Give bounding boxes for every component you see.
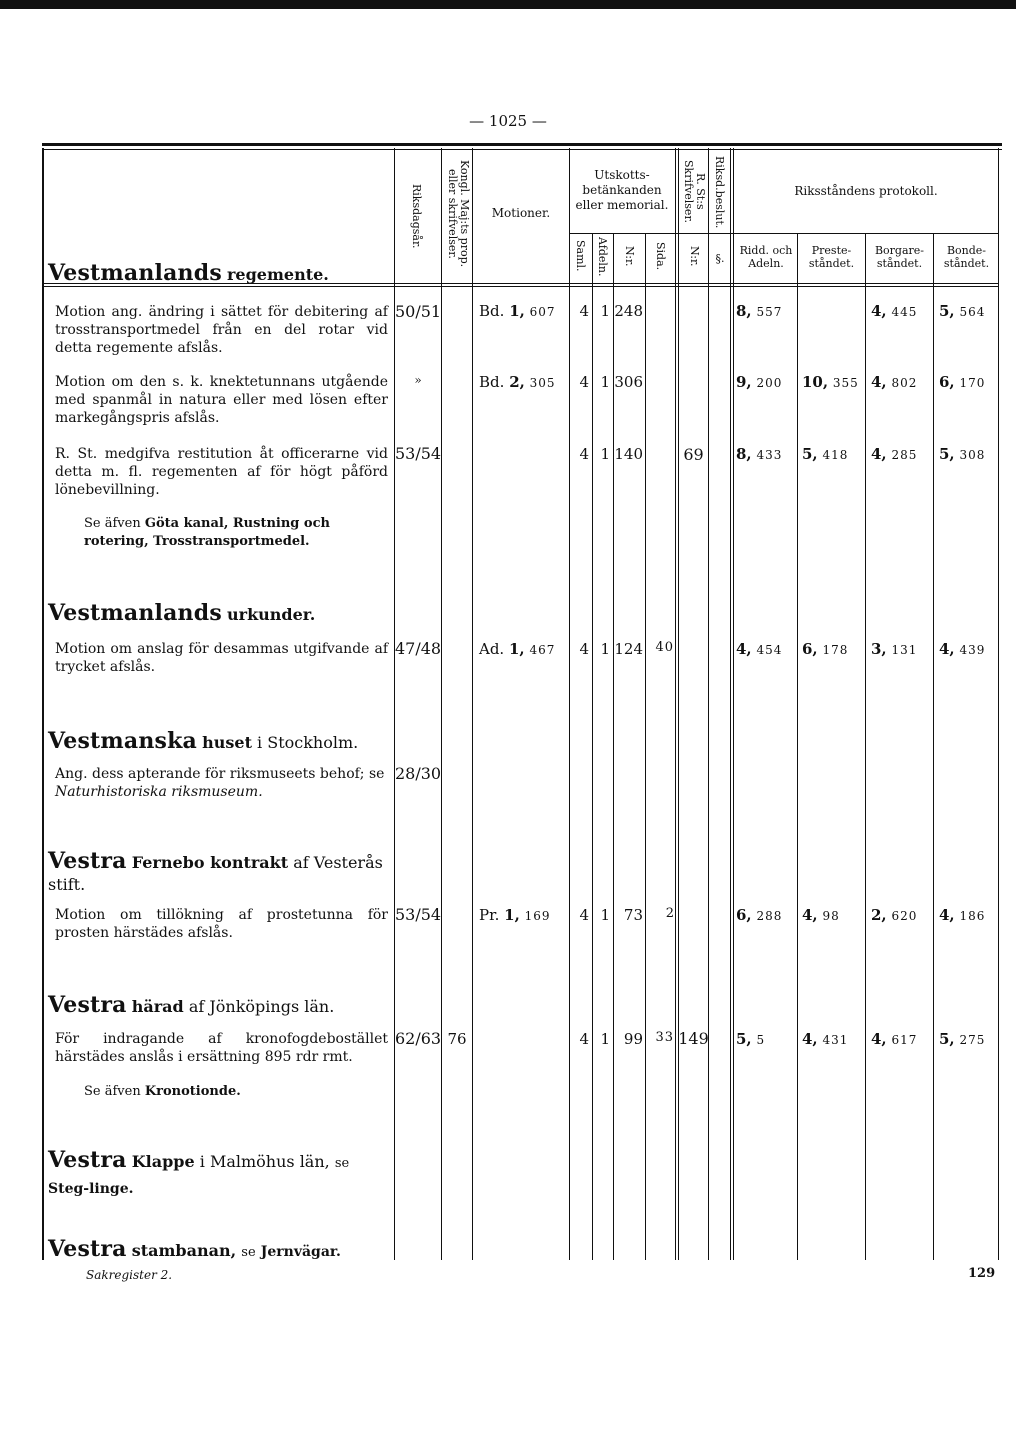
- preste: 4, 431: [802, 1030, 849, 1048]
- ridd: 9, 200: [736, 373, 783, 391]
- nr: 248: [614, 302, 643, 320]
- ridd: 4, 454: [736, 640, 783, 658]
- year: 47/48: [395, 639, 442, 658]
- year: 53/54: [395, 444, 442, 463]
- col-rule-10: [730, 148, 731, 1260]
- col-rule-9: [708, 148, 709, 1260]
- header-preste: Preste-ståndet.: [808, 244, 855, 270]
- col-rule-3: [472, 148, 473, 1260]
- motion-ref: Ad. 1, 467: [479, 640, 556, 658]
- header-bottom-rule-2: [42, 286, 998, 287]
- preste: 4, 98: [802, 906, 840, 924]
- motion-ref: Bd. 2, 305: [479, 373, 556, 391]
- header-motioner: Motioner.: [491, 206, 551, 220]
- bonde: 4, 439: [939, 640, 986, 658]
- footer-page: 129: [968, 1266, 996, 1281]
- rsts-sub-rule: [677, 233, 733, 234]
- motion-ref: Pr. 1, 169: [479, 906, 551, 924]
- ridd: 5, 5: [736, 1030, 766, 1048]
- bonde: 4, 186: [939, 906, 986, 924]
- section-heading-vestra-klappe: Vestra Klappe i Malmöhus län, se Steg-linge.: [48, 1147, 350, 1197]
- bonde: 5, 564: [939, 302, 986, 320]
- footer-left: Sakregister 2.: [86, 1268, 173, 1282]
- saml: 4: [579, 640, 589, 658]
- ridd: 8, 433: [736, 445, 783, 463]
- entry-text: Motion om anslag för desammas utgifvande af trycket afslås.: [55, 641, 388, 675]
- entry-text: R. St. medgifva restitution åt officerarne vid detta m. fl. regementen af för högt påförd lönebevillning.: [55, 446, 388, 498]
- kongl-prop: 76: [447, 1030, 467, 1048]
- utskott-sub-rule: [569, 233, 677, 234]
- afdeln: 1: [600, 445, 610, 463]
- saml: 4: [579, 906, 589, 924]
- section-heading-vestmanlands-urkunder: Vestmanlands urkunder.: [48, 600, 316, 626]
- rsts-nr: 69: [683, 445, 704, 464]
- sida: 33: [655, 1030, 674, 1045]
- section-heading-vestmanska-huset: Vestmanska huset i Stockholm.: [48, 728, 359, 754]
- borgare: 4, 617: [871, 1030, 918, 1048]
- ridd: 8, 557: [736, 302, 783, 320]
- header-kongl: Kongl. Maj:ts prop. eller skrifvelser.: [446, 160, 471, 268]
- afdeln: 1: [600, 302, 610, 320]
- nr: 306: [614, 373, 643, 391]
- col-rule-13: [933, 233, 934, 1260]
- see-also: Se äfven Kronotionde.: [84, 1084, 241, 1099]
- year: »: [414, 373, 422, 387]
- preste: 5, 418: [802, 445, 849, 463]
- page-number: — 1025 —: [469, 112, 547, 130]
- rsts-nr: 149: [678, 1029, 709, 1048]
- entry-text: Motion om tillökning af prostetunna för prosten härstädes afslås.: [55, 907, 388, 941]
- nr: 73: [623, 906, 643, 924]
- col-rule-8b: [678, 148, 679, 1260]
- header-protokoll: Riksståndens protokoll.: [794, 184, 938, 198]
- sida: 40: [655, 640, 674, 655]
- preste: 6, 178: [802, 640, 849, 658]
- bonde: 5, 275: [939, 1030, 986, 1048]
- header-borgare: Borgare-ståndet.: [874, 244, 925, 270]
- entry-text: Motion om den s. k. knektetunnans utgående med spanmål in natura eller med lösen efter markegångspris afslås.: [55, 374, 388, 426]
- see-also: Se äfven Göta kanal, Rustning och rotering, Trosstransportmedel.: [84, 516, 330, 549]
- entry-text: Ang. dess apterande för riksmuseets behof; se Naturhistoriska riksmuseum.: [55, 766, 385, 800]
- motion-ref: Bd. 1, 607: [479, 302, 556, 320]
- header-bonde: Bonde-ståndet.: [943, 244, 990, 270]
- section-heading-vestra-harad: Vestra härad af Jönköpings län.: [48, 992, 335, 1018]
- year: 62/63: [395, 1029, 442, 1048]
- nr: 99: [623, 1030, 643, 1048]
- header-nr: N:r.: [623, 245, 636, 267]
- saml: 4: [579, 1030, 589, 1048]
- section-heading-vestmanlands-regemente: Vestmanlands regemente.: [48, 260, 329, 286]
- col-rule-8: [675, 148, 676, 1260]
- year: 53/54: [395, 905, 442, 924]
- header-riksdbeslut: Riksd.beslut.: [713, 155, 726, 229]
- afdeln: 1: [600, 373, 610, 391]
- col-rule-left: [42, 148, 44, 1260]
- borgare: 2, 620: [871, 906, 918, 924]
- saml: 4: [579, 373, 589, 391]
- header-afdeln: Afdeln.: [596, 237, 609, 277]
- borgare: 4, 802: [871, 373, 918, 391]
- ridd: 6, 288: [736, 906, 783, 924]
- table-top-rule-thin: [42, 149, 1002, 150]
- borgare: 3, 131: [871, 640, 918, 658]
- header-nr2: N:r.: [688, 245, 701, 267]
- year: 28/30: [395, 764, 442, 783]
- section-heading-vestra-stambanan: Vestra stambanan, se Jernvägar.: [48, 1236, 341, 1262]
- header-para: §.: [715, 252, 725, 265]
- nr: 140: [614, 445, 643, 463]
- header-ridd: Ridd. och Adeln.: [739, 244, 793, 270]
- col-rule-2: [441, 148, 442, 1260]
- entry-text: Motion ang. ändring i sättet för debitering af trosstransportmedel från en del rotar vid detta regemente afslås.: [55, 304, 388, 356]
- afdeln: 1: [600, 640, 610, 658]
- afdeln: 1: [600, 906, 610, 924]
- header-saml: Saml.: [574, 240, 587, 272]
- col-rule-12: [865, 233, 866, 1260]
- section-heading-vestra-fernebo: Vestra Fernebo kontrakt af Vesterås stift.: [48, 848, 383, 894]
- borgare: 4, 285: [871, 445, 918, 463]
- preste: 10, 355: [802, 373, 859, 391]
- col-rule-11: [797, 233, 798, 1260]
- col-rule-7: [645, 233, 646, 1260]
- saml: 4: [579, 445, 589, 463]
- nr: 124: [614, 640, 643, 658]
- saml: 4: [579, 302, 589, 320]
- sida: 2: [665, 906, 674, 921]
- bonde: 6, 170: [939, 373, 986, 391]
- top-border: [0, 0, 1016, 9]
- borgare: 4, 445: [871, 302, 918, 320]
- bonde: 5, 308: [939, 445, 986, 463]
- header-rsts: R. St:s Skrifvelser.: [682, 159, 707, 223]
- col-rule-10b: [733, 148, 734, 1260]
- table-top-rule: [42, 143, 1002, 146]
- afdeln: 1: [600, 1030, 610, 1048]
- header-sida: Sida.: [654, 241, 667, 271]
- header-riksdagsar: Riksdagsår.: [410, 183, 423, 249]
- header-utskott: Utskotts-betänkanden eller memorial.: [575, 168, 669, 212]
- year: 50/51: [395, 302, 442, 321]
- entry-text: För indragande af kronofogdebostället härstädes anslås i ersättning 895 rdr rmt.: [55, 1031, 388, 1065]
